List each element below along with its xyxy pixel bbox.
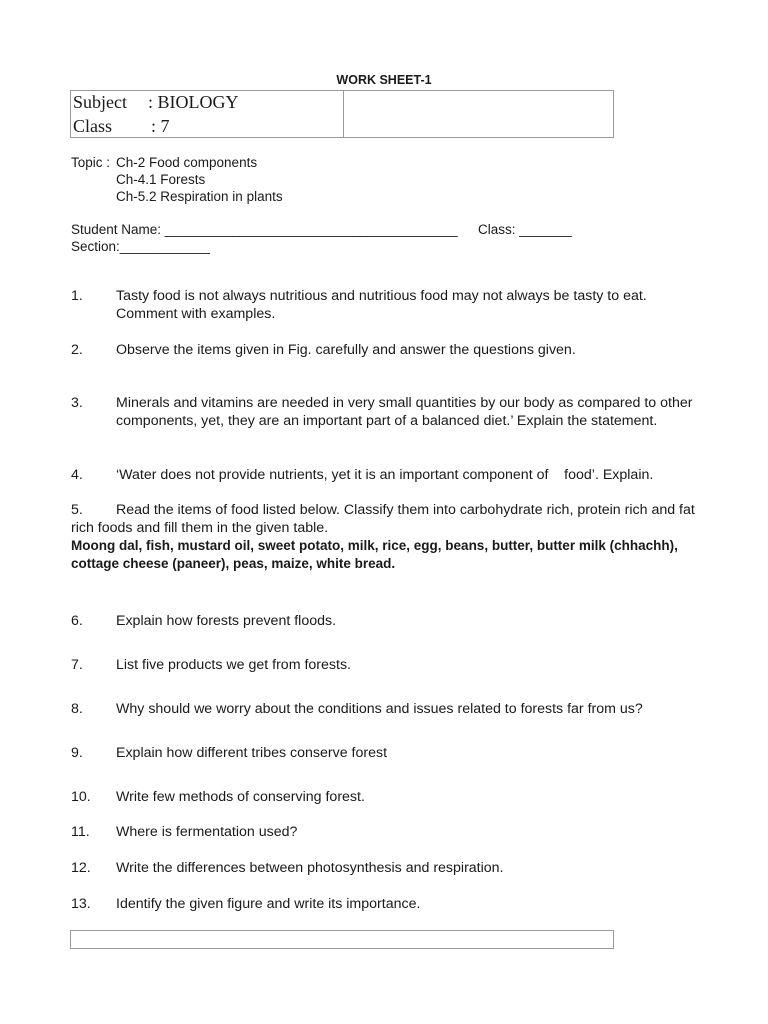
- class-field[interactable]: Class: _______: [478, 222, 572, 237]
- subject-row: [73, 92, 239, 113]
- question-number: 8.: [71, 701, 83, 717]
- question-item: [71, 700, 701, 718]
- question-number: 7.: [71, 657, 83, 673]
- food-list: Moong dal, fish, mustard oil, sweet potato, milk, rice, egg, beans, butter, butter milk (chhachh), cottage cheese (paneer), peas, maize, white bread.: [71, 538, 678, 571]
- topic-item: Ch-2 Food components: [116, 155, 258, 170]
- section-field[interactable]: Section:____________: [71, 239, 210, 254]
- question-item: [71, 895, 701, 913]
- question-item: [71, 341, 701, 359]
- student-name-field[interactable]: Student Name: _______________________________________: [71, 222, 458, 237]
- question-item: [71, 788, 701, 806]
- question-number: 10.: [71, 789, 91, 805]
- question-item: [71, 501, 701, 573]
- question-number: 13.: [71, 896, 91, 912]
- question-number: 11.: [71, 824, 90, 840]
- question-text: ‘Water does not provide nutrients, yet it is an important component of food’. Explain.: [116, 467, 654, 483]
- class-row: [73, 116, 170, 137]
- header-divider: [343, 91, 344, 137]
- question-text: Tasty food is not always nutritious and nutritious food may not always be tasty to eat. Comment with examples.: [116, 288, 647, 322]
- question-text: Write the differences between photosynthesis and respiration.: [116, 860, 504, 876]
- question-number: 6.: [71, 613, 83, 629]
- question-item: [71, 612, 701, 630]
- figure-box: [70, 930, 614, 949]
- question-item: [71, 394, 701, 430]
- class-label: Class: [73, 116, 113, 136]
- question-item: [71, 744, 701, 762]
- question-text: Minerals and vitamins are needed in very small quantities by our body as compared to other components, yet, they are an important part of a balanced diet.’ Explain the statement.: [116, 395, 693, 429]
- question-item: [71, 823, 701, 841]
- question-number: 9.: [71, 745, 83, 761]
- question-number: 2.: [71, 342, 83, 358]
- question-text: Observe the items given in Fig. carefully and answer the questions given.: [116, 342, 576, 358]
- question-item: [71, 466, 701, 484]
- subject-value: : BIOLOGY: [148, 92, 239, 112]
- question-item: [71, 859, 701, 877]
- question-item: [71, 287, 701, 323]
- question-number: 5.: [71, 502, 83, 518]
- question-number: 12.: [71, 860, 91, 876]
- question-number: 1.: [71, 288, 83, 304]
- question-text: List five products we get from forests.: [116, 657, 351, 673]
- class-value: : 7: [151, 116, 170, 136]
- question-text: Where is fermentation used?: [116, 824, 298, 840]
- topic-label: Topic :: [71, 155, 111, 170]
- question-text: Identify the given figure and write its importance.: [116, 896, 421, 912]
- worksheet-title: WORK SHEET-1: [336, 73, 432, 87]
- question-number: 3.: [71, 395, 83, 411]
- topic-item: Ch-5.2 Respiration in plants: [116, 189, 283, 204]
- question-text: Explain how different tribes conserve forest: [116, 745, 388, 761]
- header-box: [70, 90, 614, 138]
- question-text: Why should we worry about the conditions and issues related to forests far from us?: [116, 701, 643, 717]
- question-item: [71, 656, 701, 674]
- topic-item: Ch-4.1 Forests: [116, 172, 206, 187]
- subject-label: Subject: [73, 92, 127, 112]
- question-text: Explain how forests prevent floods.: [116, 613, 337, 629]
- question-number: 4.: [71, 467, 83, 483]
- question-text: Write few methods of conserving forest.: [116, 789, 365, 805]
- question-text: Read the items of food listed below. Classify them into carbohydrate rich, protein rich and fat rich foods and fill them in the given table.: [71, 502, 695, 536]
